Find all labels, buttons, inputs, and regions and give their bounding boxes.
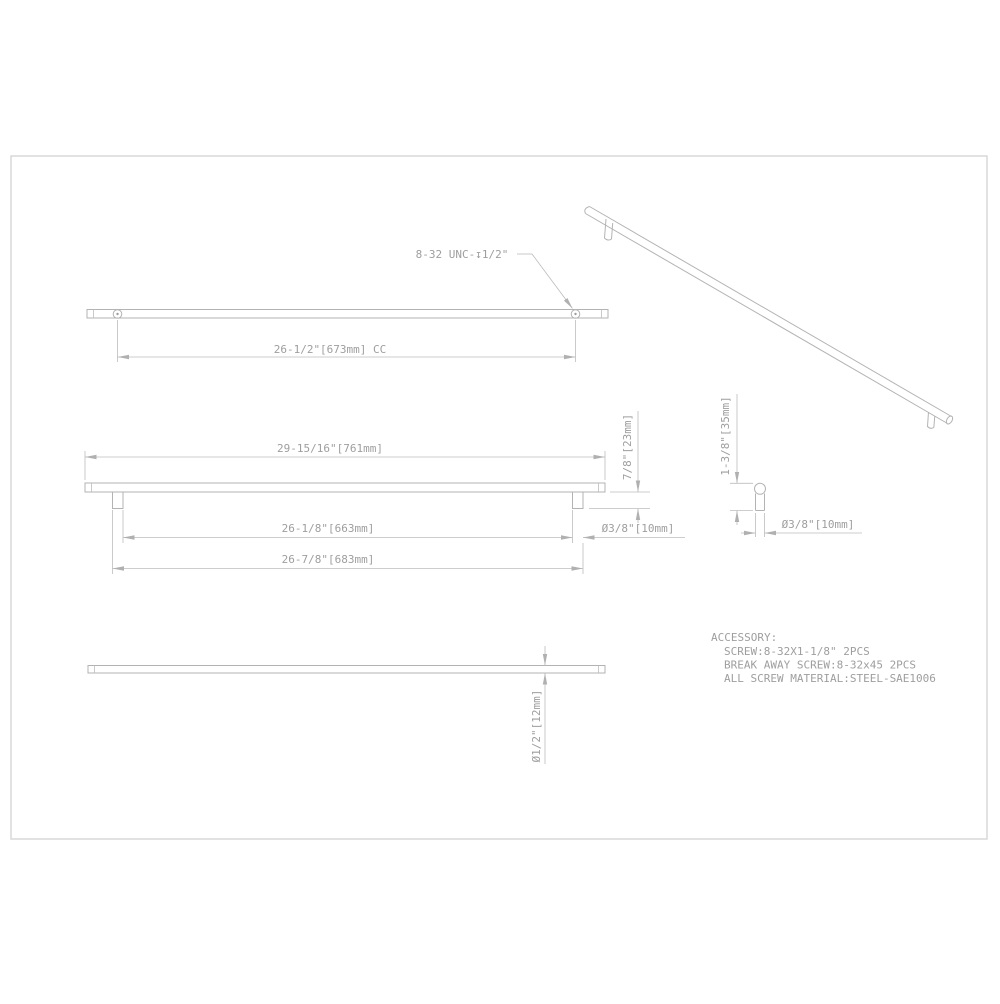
dim-label-overall: 29-15/16"[761mm] xyxy=(277,442,383,455)
bottom-view xyxy=(88,646,605,764)
accessory-notes xyxy=(711,631,936,685)
iso-post-left xyxy=(605,219,613,240)
accessory-line-2: BREAK AWAY SCREW:8-32x45 2PCS xyxy=(724,658,917,672)
front-view-right-post xyxy=(573,492,584,509)
accessory-line-1: SCREW:8-32X1-1/8" 2PCS xyxy=(724,645,870,658)
iso-bar-left-end-cap xyxy=(585,207,590,214)
front-view-left-post xyxy=(113,492,124,509)
side-view xyxy=(719,394,862,537)
front-view xyxy=(85,411,685,574)
isometric-view xyxy=(585,207,954,429)
callout-leader-diagonal xyxy=(532,254,573,309)
iso-bar-top-edge xyxy=(590,207,952,417)
dim-label-cc: 26-1/2"[673mm] CC xyxy=(273,343,387,356)
front-view-bar xyxy=(85,483,605,492)
iso-bar-bottom-edge xyxy=(586,214,948,424)
dim-label-inner: 26-1/8"[663mm] xyxy=(281,522,375,535)
top-view-bar xyxy=(87,310,608,319)
accessory-line-3: ALL SCREW MATERIAL:STEEL-SAE1006 xyxy=(724,672,936,685)
dim-label-bar-dia: Ø1/2"[12mm] xyxy=(530,689,543,763)
dim-label-height: 1-3/8"[35mm] xyxy=(719,396,732,476)
iso-bar-right-end-cap xyxy=(945,415,954,425)
top-view xyxy=(87,248,608,362)
dim-label-post-length: 7/8"[23mm] xyxy=(621,413,634,481)
dim-label-outer: 26-7/8"[683mm] xyxy=(281,553,375,566)
dim-label-post-dia-side: Ø3/8"[10mm] xyxy=(781,518,855,531)
dim-label-post-dia-front: Ø3/8"[10mm] xyxy=(601,522,675,535)
accessory-title: ACCESSORY: xyxy=(711,631,778,644)
side-view-bar-end xyxy=(755,483,766,494)
screw-hole-left-center xyxy=(116,313,118,315)
screw-hole-right-center xyxy=(574,313,576,315)
bottom-view-bar xyxy=(88,666,605,674)
thread-callout-label: 8-32 UNC-↧1/2" xyxy=(415,248,509,261)
